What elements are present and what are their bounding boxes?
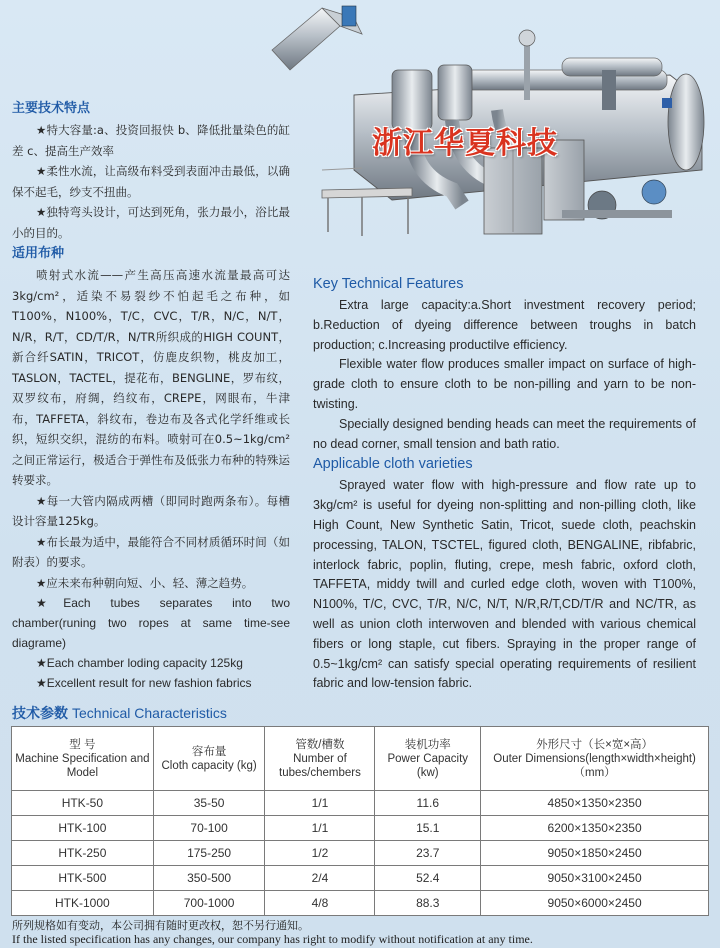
table-row [12, 841, 709, 866]
cell-dimensions: 6200×1350×2350 [481, 816, 709, 841]
header-model: 型 号 Machine Specification and Model [12, 727, 154, 791]
cn-heading-key-features: 主要技术特点 [12, 101, 91, 116]
cn-feature-flow: ★柔性水流，让高级布料受到表面冲击最低，以确保不起毛，纱支不扭曲。 [12, 164, 290, 199]
cell-capacity: 35-50 [153, 791, 265, 816]
cell-tubes: 1/1 [265, 791, 375, 816]
en-bullet-fashion: ★Excellent result for new fashion fabrics [36, 676, 252, 690]
cell-power: 88.3 [375, 891, 481, 916]
header-dimensions: 外形尺寸（长×宽×高） Outer Dimensions(length×width×height)（mm） [481, 727, 709, 791]
cell-tubes: 2/4 [265, 866, 375, 891]
cn-feature-capacity: ★特大容量:a、投资回报快 b、降低批量染色的缸差 c、提高生产效率 [12, 123, 290, 158]
cell-capacity: 350-500 [153, 866, 265, 891]
cell-dimensions: 9050×3100×2450 [481, 866, 709, 891]
company-watermark: 浙江华夏科技 [372, 126, 558, 161]
cell-power: 52.4 [375, 866, 481, 891]
footer-note-cn: 所列规格如有变动，本公司拥有随时更改权，恕不另行通知。 [12, 919, 309, 932]
cell-tubes: 1/1 [265, 816, 375, 841]
table-row [12, 791, 709, 816]
tech-heading-en: Technical Characteristics [72, 705, 227, 721]
en-bullet-capacity: ★Each chamber loding capacity 125kg [36, 656, 243, 670]
cell-dimensions: 9050×6000×2450 [481, 891, 709, 916]
specification-table [11, 726, 709, 916]
table-row [12, 891, 709, 916]
cell-capacity: 175-250 [153, 841, 265, 866]
header-capacity: 容布量 Cloth capacity (kg) [153, 727, 265, 791]
cn-cloth-description: 喷射式水流——产生高压高速水流量最高可达3kg/cm²，适染不易裂纱不怕起毛之布种，如T100%，N100%，T/C，CVC，T/R，N/C，N/T，N/R，R/T，CD/T/R，N/TR所织成的HIGH COUNT，新合纤SATIN，TRICOT，仿鹿皮织物，桃皮加工，TASLON，TACTEL，提花布，BENGLINE，罗布纹，双罗纹布，府绸，绉纹布，CREPE，网眼布，牛津布，TAFFETA，斜纹布，卷边布及各式化学纤维或长织，短织交织，混纺的布料。喷射可在0.5~1kg/cm²之间正常运行，极适合于弹性布及低张力布种的特殊运转要求。 [12, 268, 290, 487]
en-cloth-description: Sprayed water flow with high-pressure and flow rate up to 3kg/cm² is useful for dyeing non-splitting and non-pilling cloth, like High Count, New Synthetic Satin, Tricot, suede cloth, peachskin processing, TALON, TSCTEL, figured cloth, BENGALINE, ribfabric, interlock fabric, poplin, fluting, crepe, mesh fabric, oxford cloth, TAFFETA, middy twill and curled edge cloth, woven with T100%, N100%, T/C, CVC, T/R, N/C, N/T, N/R,R/T,CD/T/R and NC/TR, as well as union cloth interwoven and blended with various chemical fibers or long staple, cut fibers. Spraying in the proper range of 0.5~1kg/cm² can satisfy special operating requirements of resilient fabric and low-tension fabric. [313, 478, 696, 691]
cell-model: HTK-1000 [12, 891, 154, 916]
cell-capacity: 70-100 [153, 816, 265, 841]
technical-characteristics-heading [12, 703, 227, 723]
cell-dimensions: 9050×1850×2450 [481, 841, 709, 866]
cell-tubes: 1/2 [265, 841, 375, 866]
chinese-column [12, 100, 290, 693]
en-heading-key-features: Key Technical Features [313, 276, 464, 292]
table-header-row [12, 727, 709, 791]
en-feature-capacity: Extra large capacity:a.Short investment recovery period; b.Reduction of dyeing difference between troughs in batch production; c.Increasing productilve efficiency. [313, 298, 696, 352]
cell-power: 15.1 [375, 816, 481, 841]
cn-bullet-tubes: ★每一大管内隔成两槽（即同时跑两条布）。每槽设计容量125kg。 [12, 493, 290, 528]
header-power: 装机功率 Power Capacity (kw) [375, 727, 481, 791]
cell-model: HTK-100 [12, 816, 154, 841]
tech-heading-cn: 技术参数 [12, 706, 68, 722]
en-heading-cloth-varieties: Applicable cloth varieties [313, 456, 473, 473]
en-feature-flow: Flexible water flow produces smaller impact on surface of high-grade cloth to ensure cloth to be non-pilling and yarn to be non-twisting. [313, 357, 696, 411]
header-tubes: 管数/槽数 Number of tubes/chembers [265, 727, 375, 791]
en-feature-bending: Specially designed bending heads can meet the requirements of no dead corner, small tension and bath ratio. [313, 416, 696, 451]
cn-bullet-trend: ★应未来布种朝向短、小、轻、薄之趋势。 [36, 575, 254, 590]
table-row [12, 816, 709, 841]
cell-capacity: 700-1000 [153, 891, 265, 916]
cn-feature-bending: ★独特弯头设计，可达到死角，张力最小，浴比最小的目的。 [12, 205, 290, 240]
cell-model: HTK-50 [12, 791, 154, 816]
cell-model: HTK-500 [12, 866, 154, 891]
cn-bullet-length: ★布长最为适中，最能符合不同材质循环时间（如附表）的要求。 [12, 534, 290, 569]
english-column [313, 274, 696, 694]
en-bullet-tubes: ★Each tubes separates into two chamber(runing two ropes at same time-see diagrame) [12, 596, 290, 650]
cn-heading-cloth-varieties: 适用布种 [12, 246, 65, 261]
cell-power: 23.7 [375, 841, 481, 866]
cell-tubes: 4/8 [265, 891, 375, 916]
footer-note-en: If the listed specification has any changes, our company has right to modify without notification at any time. [12, 932, 533, 946]
cell-dimensions: 4850×1350×2350 [481, 791, 709, 816]
cell-power: 11.6 [375, 791, 481, 816]
table-row [12, 866, 709, 891]
cell-model: HTK-250 [12, 841, 154, 866]
